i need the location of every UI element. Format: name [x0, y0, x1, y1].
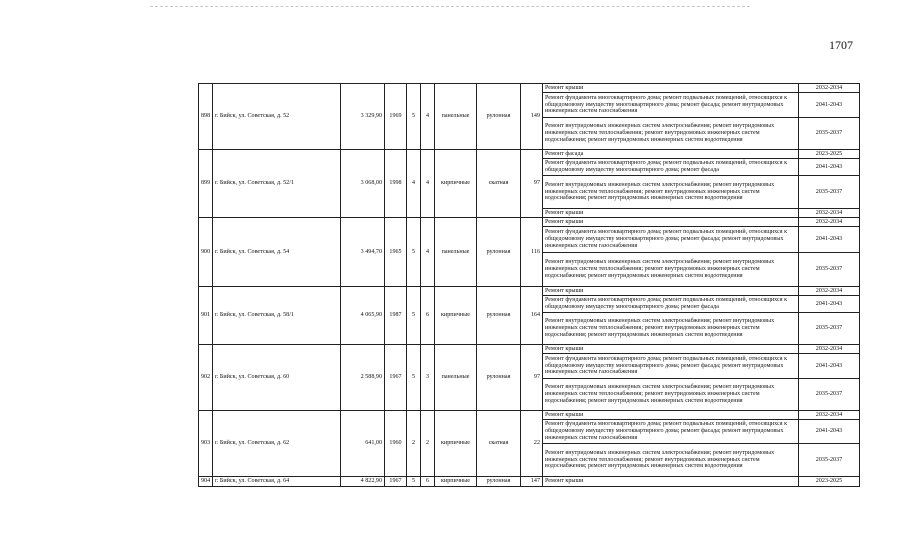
period-cell: 2032-2034: [799, 84, 860, 93]
year-cell: 1960: [385, 411, 407, 477]
work-type-cell: Ремонт внутридомовых инженерных систем электроснабжения; ремонт внутридомовых инженерных систем теплоснабжения; ремонт внутридомовых инженерных систем водоснабжения; ремонт внутридомовых инженерных систем водоотведения: [543, 253, 799, 287]
table-row: [199, 345, 860, 354]
work-type-cell: Ремонт крыши: [543, 477, 799, 487]
area-cell: 4 065,90: [341, 287, 385, 345]
count-cell: 149: [521, 84, 543, 150]
work-type-cell: Ремонт крыши: [543, 209, 799, 218]
period-cell: 2041-2043: [799, 93, 860, 118]
walls-cell: панельные: [435, 84, 477, 150]
period-cell: 2041-2043: [799, 420, 860, 444]
walls-cell: кирпичные: [435, 477, 477, 487]
table-row: [199, 150, 860, 159]
work-type-cell: Ремонт внутридомовых инженерных систем электроснабжения; ремонт внутридомовых инженерных систем теплоснабжения; ремонт внутридомовых инженерных систем водоснабжения; ремонт внутридомовых инженерных систем водоотведения: [543, 313, 799, 345]
year-cell: 1987: [385, 287, 407, 345]
walls-cell: кирпичные: [435, 411, 477, 477]
address-cell: г. Бийск, ул. Советская, д. 54: [213, 218, 341, 287]
entrances-cell: 4: [421, 84, 435, 150]
period-cell: 2035-2037: [799, 379, 860, 411]
floors-cell: 5: [407, 84, 421, 150]
floors-cell: 5: [407, 477, 421, 487]
work-type-cell: Ремонт фундамента многоквартирного дома; ремонт подвальных помещений, относящихся к общедомовому имуществу многоквартирного дома; ремонт фасада; ремонт внутридомовых инженерных систем газоснабжения: [543, 227, 799, 253]
work-type-cell: Ремонт фундамента многоквартирного дома; ремонт подвальных помещений, относящихся к общедомовому имуществу многоквартирного дома; ремонт фасада: [543, 159, 799, 176]
period-cell: 2035-2037: [799, 176, 860, 209]
row-number: 903: [199, 411, 213, 477]
count-cell: 116: [521, 218, 543, 287]
roof-cell: рулонная: [477, 345, 521, 411]
year-cell: 1969: [385, 84, 407, 150]
roof-cell: рулонная: [477, 84, 521, 150]
count-cell: 164: [521, 287, 543, 345]
area-cell: 2 588,90: [341, 345, 385, 411]
row-number: 899: [199, 150, 213, 218]
address-cell: г. Бийск, ул. Советская, д. 60: [213, 345, 341, 411]
address-cell: г. Бийск, ул. Советская, д. 52: [213, 84, 341, 150]
year-cell: 1967: [385, 345, 407, 411]
count-cell: 22: [521, 411, 543, 477]
year-cell: 1965: [385, 218, 407, 287]
roof-cell: скатная: [477, 411, 521, 477]
entrances-cell: 6: [421, 287, 435, 345]
roof-cell: рулонная: [477, 218, 521, 287]
work-type-cell: Ремонт крыши: [543, 345, 799, 354]
period-cell: 2032-2034: [799, 209, 860, 218]
count-cell: 147: [521, 477, 543, 487]
row-number: 904: [199, 477, 213, 487]
period-cell: 2041-2043: [799, 159, 860, 176]
work-type-cell: Ремонт фундамента многоквартирного дома; ремонт подвальных помещений, относящихся к общедомовому имуществу многоквартирного дома; ремонт фасада: [543, 296, 799, 313]
period-cell: 2032-2034: [799, 218, 860, 227]
roof-cell: скатная: [477, 150, 521, 218]
work-type-cell: Ремонт фундамента многоквартирного дома; ремонт подвальных помещений, относящихся к общедомовому имуществу многоквартирного дома; ремонт фасада; ремонт внутридомовых инженерных систем газоснабжения: [543, 93, 799, 118]
floors-cell: 4: [407, 150, 421, 218]
walls-cell: панельные: [435, 345, 477, 411]
count-cell: 97: [521, 345, 543, 411]
row-number: 902: [199, 345, 213, 411]
repair-schedule-table: [198, 83, 860, 487]
period-cell: 2041-2043: [799, 227, 860, 253]
row-number: 898: [199, 84, 213, 150]
entrances-cell: 4: [421, 150, 435, 218]
entrances-cell: 4: [421, 218, 435, 287]
table-row: [199, 477, 860, 487]
walls-cell: панельные: [435, 218, 477, 287]
page-number: 1707: [829, 38, 853, 52]
period-cell: 2041-2043: [799, 354, 860, 379]
walls-cell: кирпичные: [435, 150, 477, 218]
year-cell: 1967: [385, 477, 407, 487]
entrances-cell: 6: [421, 477, 435, 487]
scan-artifact-line: [150, 6, 750, 8]
period-cell: 2035-2037: [799, 444, 860, 477]
address-cell: г. Бийск, ул. Советская, д. 52/1: [213, 150, 341, 218]
walls-cell: кирпичные: [435, 287, 477, 345]
table-body: [199, 84, 860, 487]
area-cell: 3 494,70: [341, 218, 385, 287]
floors-cell: 2: [407, 411, 421, 477]
area-cell: 3 329,90: [341, 84, 385, 150]
table-row: [199, 84, 860, 93]
address-cell: г. Бийск, ул. Советская, д. 62: [213, 411, 341, 477]
count-cell: 97: [521, 150, 543, 218]
period-cell: 2035-2037: [799, 313, 860, 345]
roof-cell: рулонная: [477, 477, 521, 487]
area-cell: 3 068,00: [341, 150, 385, 218]
floors-cell: 5: [407, 218, 421, 287]
work-type-cell: Ремонт фундамента многоквартирного дома; ремонт подвальных помещений, относящихся к общедомовому имуществу многоквартирного дома; ремонт фасада; ремонт внутридомовых инженерных систем газоснабжения: [543, 354, 799, 379]
work-type-cell: Ремонт внутридомовых инженерных систем электроснабжения; ремонт внутридомовых инженерных систем теплоснабжения; ремонт внутридомовых инженерных систем водоснабжения; ремонт внутридомовых инженерных систем водоотведения: [543, 379, 799, 411]
work-type-cell: Ремонт внутридомовых инженерных систем электроснабжения; ремонт внутридомовых инженерных систем теплоснабжения; ремонт внутридомовых инженерных систем водоснабжения; ремонт внутридомовых инженерных систем водоотведения: [543, 444, 799, 477]
work-type-cell: Ремонт крыши: [543, 84, 799, 93]
floors-cell: 5: [407, 345, 421, 411]
table-row: [199, 218, 860, 227]
work-type-cell: Ремонт внутридомовых инженерных систем электроснабжения; ремонт внутридомовых инженерных систем теплоснабжения; ремонт внутридомовых инженерных систем водоснабжения; ремонт внутридомовых инженерных систем водоотведения: [543, 118, 799, 150]
period-cell: 2032-2034: [799, 411, 860, 420]
year-cell: 1998: [385, 150, 407, 218]
address-cell: г. Бийск, ул. Советская, д. 64: [213, 477, 341, 487]
work-type-cell: Ремонт внутридомовых инженерных систем электроснабжения; ремонт внутридомовых инженерных систем теплоснабжения; ремонт внутридомовых инженерных систем водоснабжения; ремонт внутридомовых инженерных систем водоотведения: [543, 176, 799, 209]
floors-cell: 5: [407, 287, 421, 345]
work-type-cell: Ремонт фундамента многоквартирного дома; ремонт подвальных помещений, относящихся к общедомовому имуществу многоквартирного дома; ремонт фасада; ремонт внутридомовых инженерных систем газоснабжения: [543, 420, 799, 444]
work-type-cell: Ремонт крыши: [543, 218, 799, 227]
period-cell: 2032-2034: [799, 345, 860, 354]
period-cell: 2023-2025: [799, 477, 860, 487]
area-cell: 4 822,90: [341, 477, 385, 487]
work-type-cell: Ремонт крыши: [543, 287, 799, 296]
work-type-cell: Ремонт крыши: [543, 411, 799, 420]
entrances-cell: 3: [421, 345, 435, 411]
address-cell: г. Бийск, ул. Советская, д. 58/1: [213, 287, 341, 345]
roof-cell: рулонная: [477, 287, 521, 345]
entrances-cell: 2: [421, 411, 435, 477]
table-row: [199, 287, 860, 296]
table-row: [199, 411, 860, 420]
row-number: 900: [199, 218, 213, 287]
period-cell: 2023-2025: [799, 150, 860, 159]
area-cell: 641,00: [341, 411, 385, 477]
period-cell: 2032-2034: [799, 287, 860, 296]
period-cell: 2035-2037: [799, 118, 860, 150]
period-cell: 2041-2043: [799, 296, 860, 313]
period-cell: 2035-2037: [799, 253, 860, 287]
row-number: 901: [199, 287, 213, 345]
work-type-cell: Ремонт фасада: [543, 150, 799, 159]
